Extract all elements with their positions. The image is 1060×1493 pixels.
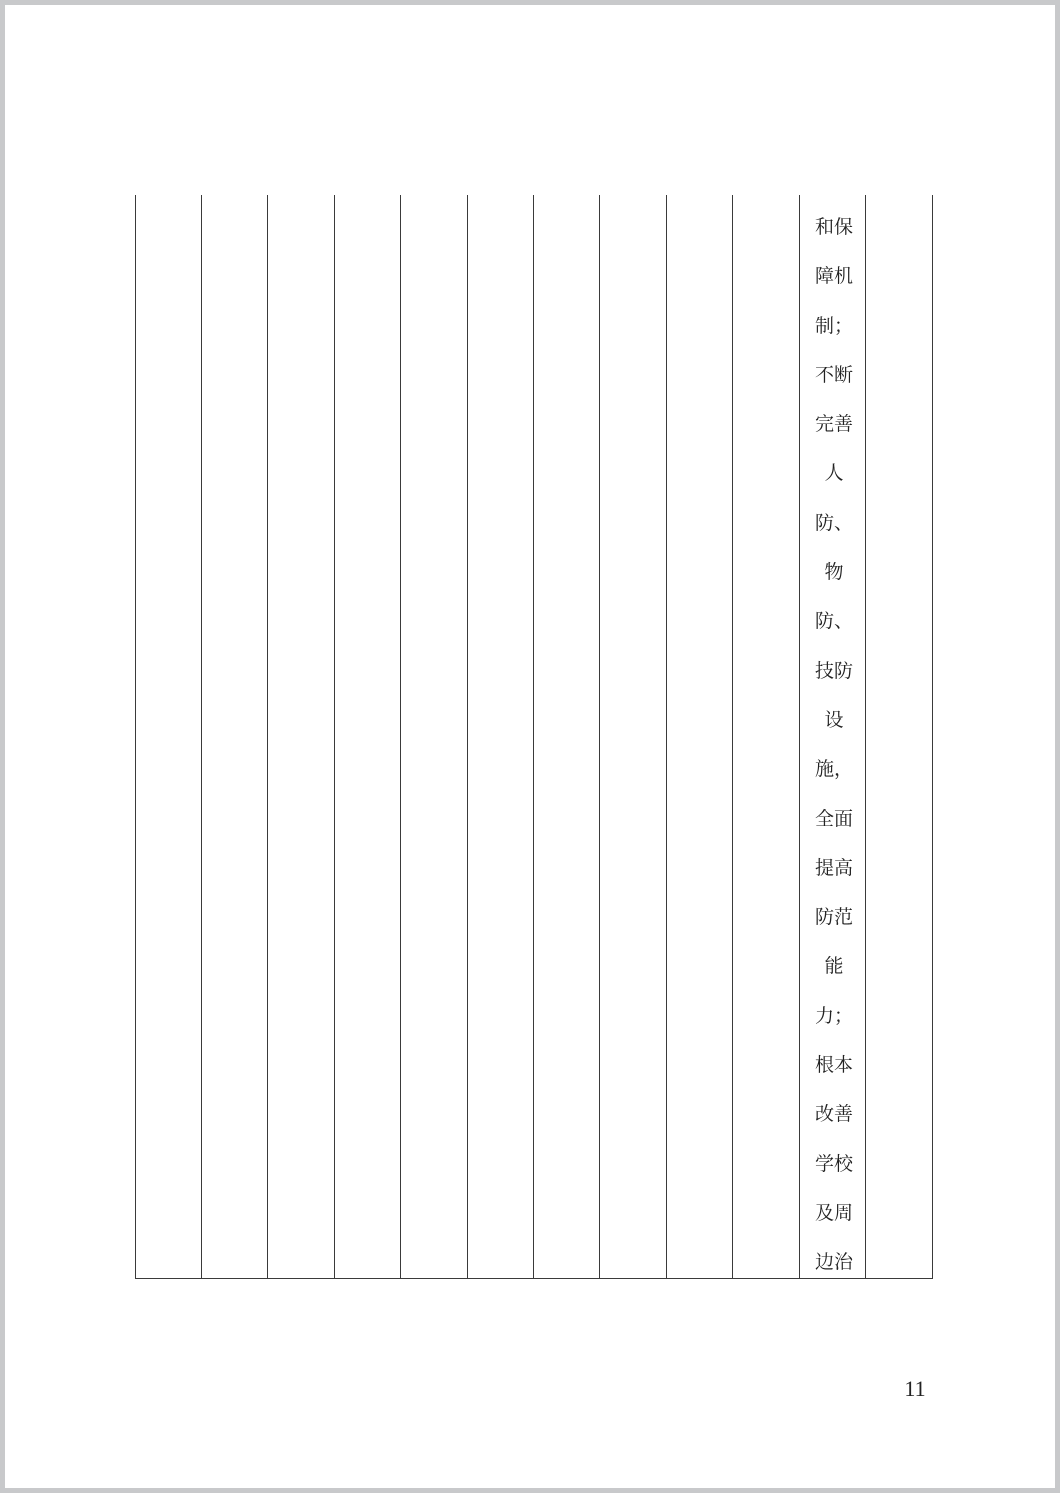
cell-text-line: 不断 bbox=[814, 363, 853, 386]
column-border bbox=[467, 195, 468, 1279]
cell-text-line: 根本 bbox=[814, 1054, 853, 1077]
table-continuation bbox=[135, 195, 933, 1279]
column-border bbox=[533, 195, 534, 1279]
column-border bbox=[932, 195, 933, 1279]
cell-text-line: 制； bbox=[814, 314, 853, 337]
column-border bbox=[666, 195, 667, 1279]
cell-text-line: 学校 bbox=[814, 1152, 853, 1175]
cell-text-line: 防范 bbox=[814, 906, 853, 929]
column-border bbox=[135, 195, 136, 1279]
cell-text-line: 和保 bbox=[814, 216, 853, 238]
table-cell-text bbox=[801, 207, 867, 1292]
cell-text-line: 人 bbox=[824, 462, 844, 485]
column-border bbox=[400, 195, 401, 1279]
cell-text-line: 障机 bbox=[814, 265, 853, 288]
cell-text-line: 力； bbox=[814, 1004, 853, 1027]
cell-text-line: 及周 bbox=[814, 1201, 853, 1224]
cell-text-line: 能 bbox=[824, 955, 844, 978]
cell-text-line: 技防 bbox=[814, 659, 853, 682]
column-border bbox=[599, 195, 600, 1279]
column-border bbox=[334, 195, 335, 1279]
cell-text-line: 施， bbox=[814, 758, 853, 781]
column-border bbox=[267, 195, 268, 1279]
cell-text-line: 防、 bbox=[814, 511, 853, 534]
column-border bbox=[799, 195, 800, 1279]
cell-text-line: 边治 bbox=[814, 1251, 853, 1274]
page-number: 11 bbox=[904, 1376, 926, 1401]
document-page bbox=[5, 5, 1055, 1488]
column-border bbox=[201, 195, 202, 1279]
cell-text-line: 防、 bbox=[814, 610, 853, 633]
cell-text-line: 全面 bbox=[814, 807, 853, 830]
cell-text-line: 设 bbox=[824, 708, 844, 731]
cell-text-line: 提高 bbox=[814, 856, 853, 879]
cell-text-line: 完善 bbox=[814, 413, 853, 436]
cell-text-line: 改善 bbox=[814, 1103, 853, 1126]
cell-text-line: 物 bbox=[824, 561, 844, 584]
column-border bbox=[732, 195, 733, 1279]
